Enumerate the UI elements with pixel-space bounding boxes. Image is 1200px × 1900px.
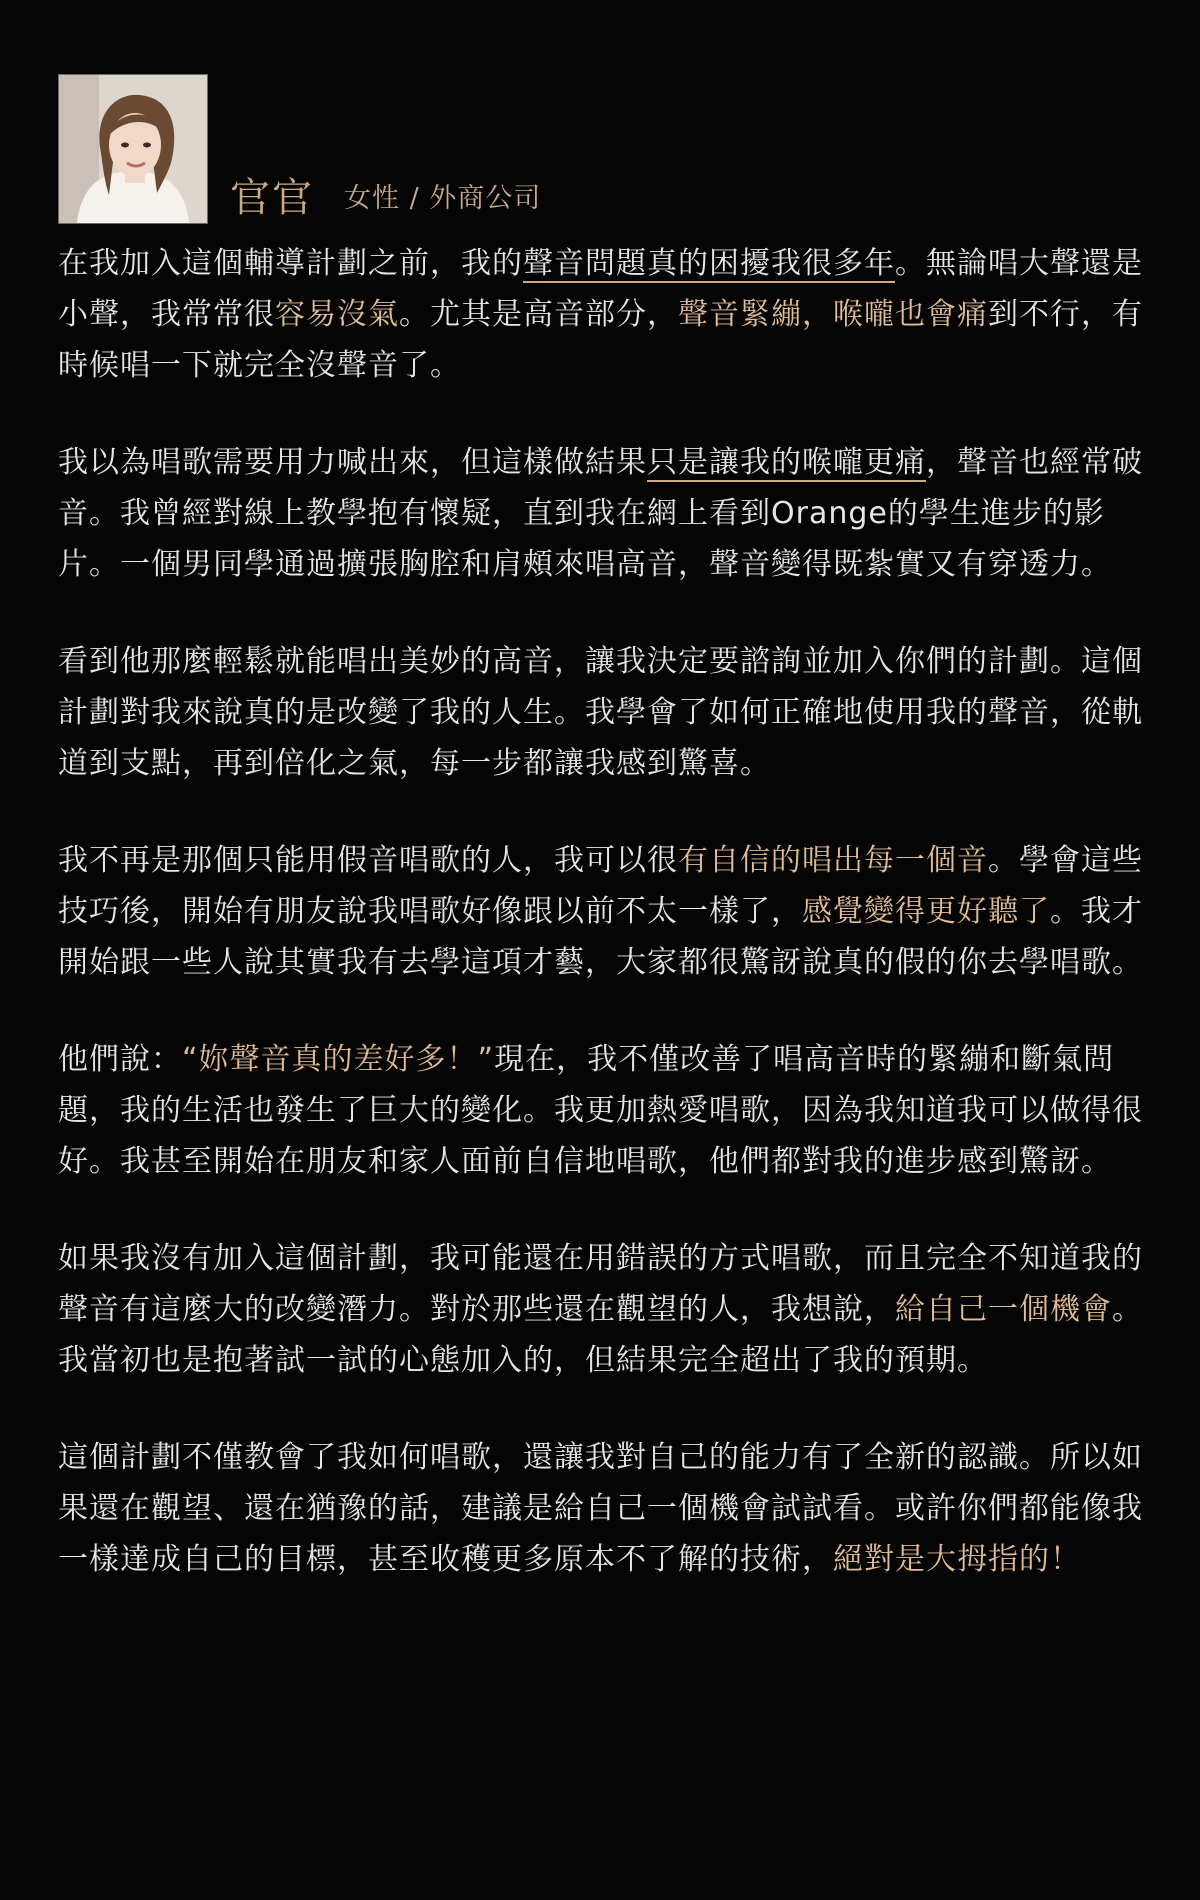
paragraph <box>58 1233 1148 1386</box>
highlighted-text: 有自信的唱出每一個音 <box>678 843 988 878</box>
text-segment: 到不行，有時候唱一下就完全沒聲音了。 <box>58 297 1143 383</box>
text-segment: 。我才開始跟一些人說其實我有去學這項才藝，大家都很驚訝說真的假的你去學唱歌。 <box>58 894 1143 980</box>
text-segment: ，聲音也經常破音。我曾經對線上教學抱有懷疑，直到我在網上看到Orange的學生進步的影片。一個男同學通過擴張胸腔和肩頰來唱高音，聲音變得既紮實又有穿透力。 <box>58 445 1143 582</box>
text-segment: 我以為唱歌需要用力喊出來，但這樣做結果 <box>58 445 647 480</box>
highlighted-text: 絕對是大拇指的！ <box>833 1542 1081 1577</box>
highlighted-text: 感覺變得更好聽了 <box>802 894 1050 929</box>
highlighted-text: 聲音緊繃，喉嚨也會痛 <box>678 297 988 332</box>
avatar <box>58 74 208 224</box>
text-segment: 看到他那麼輕鬆就能唱出美妙的高音，讓我決定要諮詢並加入你們的計劃。這個計劃對我來說真的是改變了我的人生。我學會了如何正確地使用我的聲音，從軌道到支點，再到倍化之氣，每一步都讓我感到驚喜。 <box>58 644 1143 781</box>
text-segment: 現在，我不僅改善了唱高音時的緊繃和斷氣問題，我的生活也發生了巨大的變化。我更加熱愛唱歌，因為我知道我可以做得很好。我甚至開始在朋友和家人面前自信地唱歌，他們都對我的進步感到驚訝。 <box>58 1042 1143 1179</box>
profile-header <box>58 74 1148 224</box>
paragraph <box>58 835 1148 988</box>
paragraph <box>58 1034 1148 1187</box>
paragraph <box>58 1432 1148 1585</box>
text-segment: 。學會這些技巧後，開始有朋友說我唱歌好像跟以前不太一樣了， <box>58 843 1143 929</box>
paragraph <box>58 636 1148 789</box>
text-segment: 我不再是那個只能用假音唱歌的人，我可以很 <box>58 843 678 878</box>
underlined-text: 只是讓我的喉嚨更痛 <box>647 445 926 480</box>
highlighted-text: 容易沒氣 <box>275 297 399 332</box>
highlighted-text: “妳聲音真的差好多！” <box>182 1042 495 1077</box>
text-segment: 。無論唱大聲還是小聲，我常常很 <box>58 246 1143 332</box>
text-segment: 他們說： <box>58 1042 182 1077</box>
paragraph <box>58 437 1148 590</box>
profile-meta: 女性 / 外商公司 <box>344 183 542 214</box>
text-segment: 這個計劃不僅教會了我如何唱歌，還讓我對自己的能力有了全新的認識。所以如果還在觀望、還在猶豫的話，建議是給自己一個機會試試看。或許你們都能像我一樣達成自己的目標，甚至收穫更多原本不了解的技術， <box>58 1440 1143 1577</box>
highlighted-text: 給自己一個機會 <box>895 1292 1112 1327</box>
text-segment: 。尤其是高音部分， <box>399 297 678 332</box>
avatar-portrait <box>59 75 207 223</box>
text-segment: 在我加入這個輔導計劃之前，我的 <box>58 246 523 281</box>
text-segment: 。我當初也是抱著試一試的心態加入的，但結果完全超出了我的預期。 <box>58 1292 1143 1378</box>
text-segment: 如果我沒有加入這個計劃，我可能還在用錯誤的方式唱歌，而且完全不知道我的聲音有這麼大的改變潛力。對於那些還在觀望的人，我想說， <box>58 1241 1143 1327</box>
profile-name: 官官 <box>230 175 314 221</box>
underlined-text: 聲音問題真的困擾我很多年 <box>523 246 895 281</box>
paragraph <box>58 238 1148 391</box>
testimonial-body <box>58 238 1148 1631</box>
